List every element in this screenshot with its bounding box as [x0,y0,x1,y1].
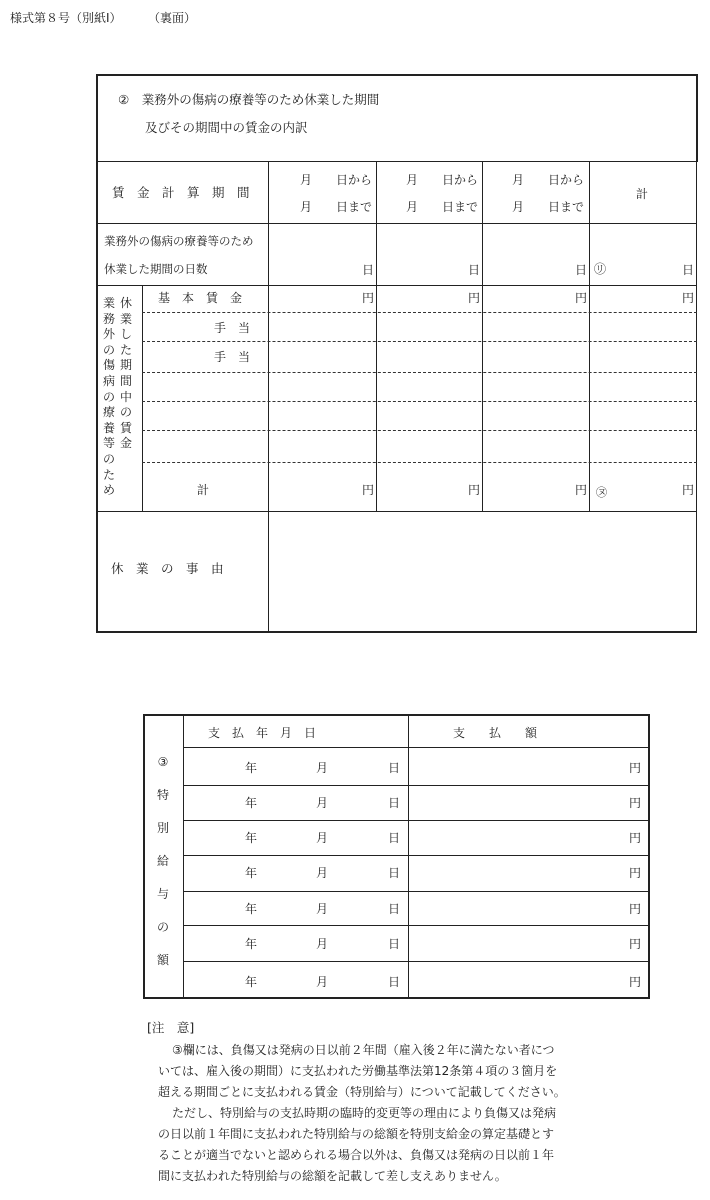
day-label: 日 [388,866,401,880]
yen-label: 円 [629,866,642,880]
year-label: 年 [245,902,258,916]
day-label: 日 [388,975,401,989]
year-label: 年 [245,937,258,951]
month-label: 月 [316,796,329,810]
month-label: 月 [316,866,329,880]
reason-field[interactable] [270,513,696,630]
basic-yen-total: 円 [682,291,695,305]
period3-day-to: 日まで [548,200,585,214]
period2-day-to: 日まで [442,200,479,214]
total-yen-1: 円 [362,483,375,497]
payment-amount-header: 支 払 額 [453,726,538,740]
day-label: 日 [388,831,401,845]
month-label: 月 [316,937,329,951]
special-pay-label: ③特別給与の額 [156,755,169,967]
basic-wage-label: 基 本 賃 金 [158,291,243,305]
notes-heading: [注 意] [147,1020,195,1035]
note-line-5: の日以前１年間に支払われた特別給与の総額を特別支給金の算定基礎とす [158,1127,555,1141]
yen-label: 円 [629,902,642,916]
yen-label: 円 [629,831,642,845]
wage-outer-label: 業務外の傷病の療養等のため [102,296,115,498]
mark-nu: ㋦ [596,486,607,499]
side-label: （裏面） [148,11,197,25]
month-label: 月 [316,831,329,845]
yen-label: 円 [629,761,642,775]
year-label: 年 [245,831,258,845]
total-yen-3: 円 [575,483,588,497]
month-label: 月 [316,761,329,775]
day-label: 日 [388,902,401,916]
basic-yen-2: 円 [468,291,481,305]
period2-month-from: 月 [406,173,419,187]
period1-day-to: 日まで [336,200,373,214]
yen-label: 円 [629,796,642,810]
period1-day-from: 日から [336,173,373,187]
yen-label: 円 [629,975,642,989]
year-label: 年 [245,761,258,775]
period1-month-to: 月 [300,200,313,214]
day-label: 日 [388,937,401,951]
total-yen-total: 円 [682,483,695,497]
yen-label: 円 [629,937,642,951]
section2-title: ② 業務外の傷病の療養等のため休業した期間 [118,92,380,107]
reason-label: 休 業 の 事 由 [111,561,224,576]
year-label: 年 [245,796,258,810]
period1-month-from: 月 [300,173,313,187]
days-unit-2: 日 [468,263,481,277]
note-line-1: ③欄には、負傷又は発病の日以前２年間（雇入後２年に満たない者につ [172,1043,555,1057]
days-unit-3: 日 [575,263,588,277]
days-label-line1: 業務外の傷病の療養等のため [104,234,254,248]
period3-day-from: 日から [548,173,585,187]
period3-month-from: 月 [512,173,525,187]
form-number: 様式第８号（別紙Ⅰ） [10,11,122,25]
note-line-4: ただし、特別給与の支払時期の臨時的変更等の理由により負傷又は発病 [172,1106,557,1120]
year-label: 年 [245,866,258,880]
basic-yen-3: 円 [575,291,588,305]
year-label: 年 [245,975,258,989]
day-label: 日 [388,796,401,810]
day-label: 日 [388,761,401,775]
mark-ri: ㋷ [594,262,607,276]
wage-inner-label: 休業した期間中の賃金 [119,296,132,451]
section2-subtitle: 及びその期間中の賃金の内訳 [145,120,308,135]
note-line-7: 間に支払われた特別給与の総額を記載して差し支えありません。 [158,1169,507,1183]
payment-date-header: 支 払 年 月 日 [208,726,317,740]
period2-month-to: 月 [406,200,419,214]
month-label: 月 [316,975,329,989]
days-unit-total: 日 [682,263,695,277]
wage-total-label: 計 [197,483,210,497]
basic-yen-1: 円 [362,291,375,305]
total-yen-2: 円 [468,483,481,497]
allowance-label-2: 手 当 [214,350,251,364]
days-unit-1: 日 [362,263,375,277]
days-label-line2: 休業した期間の日数 [104,262,208,276]
total-header: 計 [636,187,649,201]
period-label: 賃 金 計 算 期 間 [112,185,250,200]
period3-month-to: 月 [512,200,525,214]
period2-day-from: 日から [442,173,479,187]
note-line-3: 超える期間ごとに支払われる賃金（特別給与）について記載してください。 [158,1085,566,1099]
note-line-2: いては、雇入後の期間）に支払われた労働基準法第12条第４項の３箇月を [158,1064,558,1078]
note-line-6: ることが適当でないと認められる場合以外は、負傷又は発病の日以前１年 [158,1148,555,1162]
allowance-label-1: 手 当 [214,321,251,335]
month-label: 月 [316,902,329,916]
